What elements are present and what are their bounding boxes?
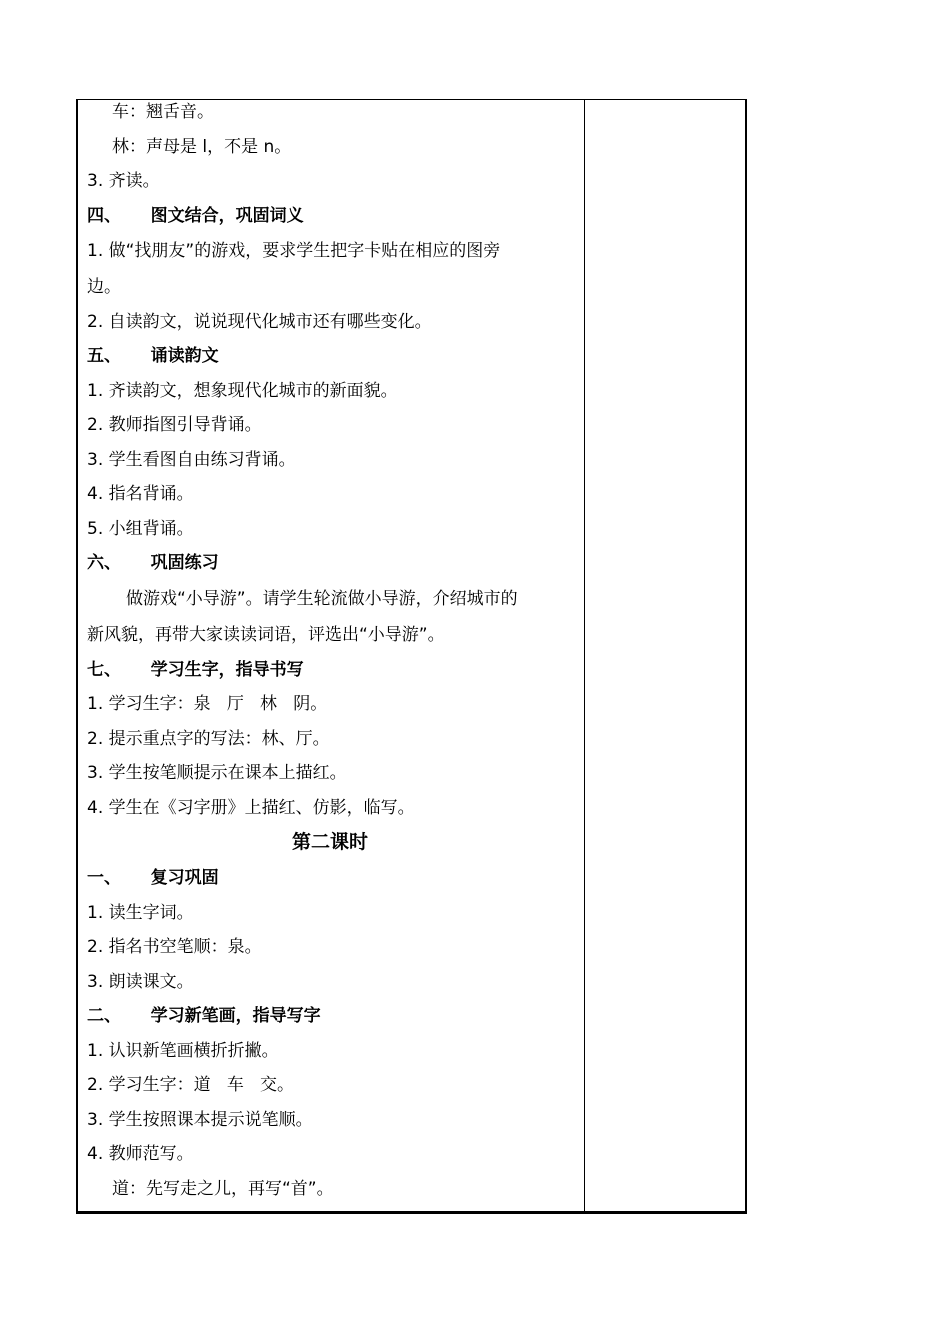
text-line: 2. 教师指图引导背诵。: [87, 415, 262, 435]
text-line: 3. 齐读。: [87, 171, 160, 191]
lesson-period-title: 第二课时: [291, 831, 368, 853]
text-line: 车：翘舌音。: [112, 102, 214, 122]
text-line: 边。: [87, 277, 121, 297]
text-line: 4. 指名背诵。: [87, 484, 194, 504]
text-line: 2. 自读韵文，说说现代化城市还有哪些变化。: [87, 312, 432, 332]
text-line: 道：先写走之儿，再写“首”。: [112, 1179, 334, 1199]
text-line: 做游戏“小导游”。请学生轮流做小导游，介绍城市的: [126, 589, 518, 609]
text-line: 新风貌，再带大家读读词语，评选出“小导游”。: [87, 625, 445, 645]
text-line: 1. 学习生字：泉 厅 林 阴。: [87, 694, 328, 714]
column-divider: [584, 100, 585, 1212]
text-line: 林：声母是 l，不是 n。: [112, 137, 292, 157]
text-line: 1. 读生字词。: [87, 903, 194, 923]
text-line: 5. 小组背诵。: [87, 519, 194, 539]
section-heading: 二、 学习新笔画，指导写字: [87, 1006, 321, 1026]
section-heading: 七、 学习生字，指导书写: [87, 660, 304, 680]
text-line: 2. 提示重点字的写法：林、厅。: [87, 729, 330, 749]
text-line: 4. 学生在《习字册》上描红、仿影，临写。: [87, 798, 415, 818]
section-heading: 六、 巩固练习: [87, 553, 219, 573]
text-line: 3. 学生按笔顺提示在课本上描红。: [87, 763, 347, 783]
text-line: 2. 学习生字：道 车 交。: [87, 1075, 295, 1095]
text-line: 3. 学生看图自由练习背诵。: [87, 450, 296, 470]
text-line: 3. 朗读课文。: [87, 972, 194, 992]
section-heading: 四、 图文结合，巩固词义: [87, 206, 304, 226]
section-heading: 一、 复习巩固: [87, 868, 219, 888]
text-line: 2. 指名书空笔顺：泉。: [87, 937, 262, 957]
section-heading: 五、 诵读韵文: [87, 346, 219, 366]
text-line: 4. 教师范写。: [87, 1144, 194, 1164]
text-line: 1. 认识新笔画横折折撇。: [87, 1041, 279, 1061]
text-line: 1. 做“找朋友”的游戏，要求学生把字卡贴在相应的图旁: [87, 241, 501, 261]
text-line: 3. 学生按照课本提示说笔顺。: [87, 1110, 313, 1130]
text-line: 1. 齐读韵文，想象现代化城市的新面貌。: [87, 381, 398, 401]
